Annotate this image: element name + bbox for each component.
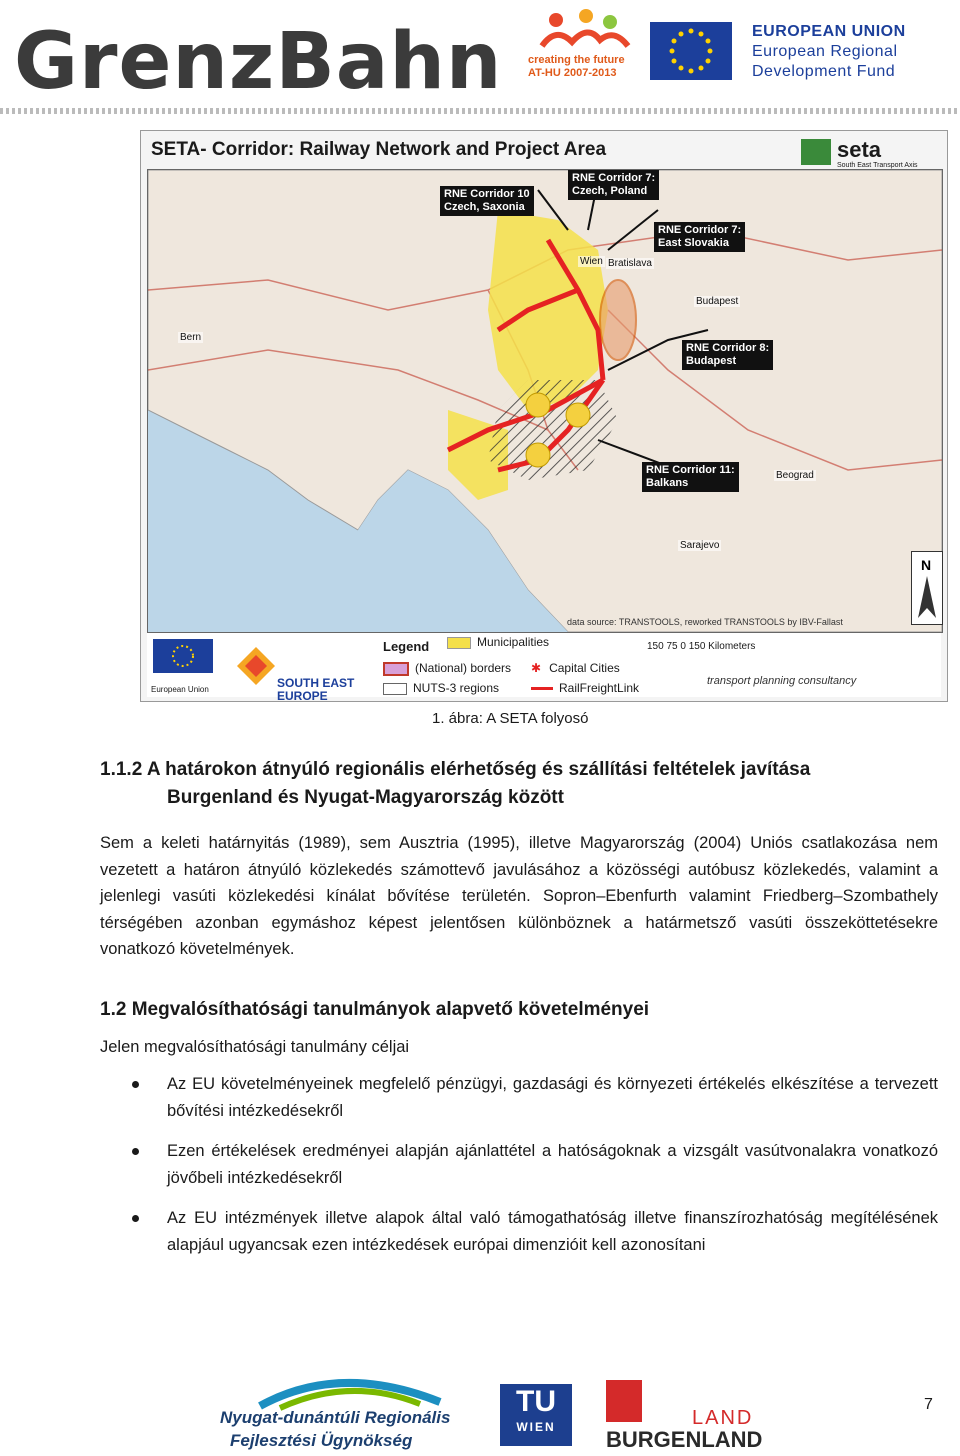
legend-municipalities	[447, 635, 549, 649]
scale-bar: 150 75 0 150 Kilometers	[647, 641, 756, 652]
legend-capitals: ✱ Capital Cities	[531, 661, 620, 675]
map-drawing	[148, 170, 942, 632]
header-divider	[0, 108, 960, 114]
bullet-2-icon	[132, 1148, 139, 1155]
legend-nuts3-label: NUTS-3 regions	[413, 681, 500, 695]
map-legend	[147, 557, 941, 703]
section-heading-1-1-2	[100, 756, 938, 812]
ctf-line2: AT-HU 2007-2013	[528, 67, 617, 79]
legend-borders-label: (National) borders	[415, 661, 512, 675]
burgenland-text: BURGENLAND	[606, 1427, 763, 1452]
bullet-1-icon	[132, 1081, 139, 1088]
tu-wien-logo	[500, 1384, 572, 1446]
city-sarajevo: Sarajevo	[680, 540, 720, 551]
bullet-3-icon	[132, 1215, 139, 1222]
city-bern: Bern	[180, 332, 202, 343]
data-source: data source: TRANSTOOLS, reworked TRANSTOOLS by IBV-Fallast	[567, 617, 843, 627]
bullet-3-text: Az EU intézmények illetve alapok által való támogathatóság illetve finanszírozhatóság megítélésének alapjául ugyancsak ezen intézkedések európai dimenzióit kell azonosítani	[167, 1209, 938, 1254]
label-rne7: RNE Corridor 7: Czech, Poland	[568, 170, 659, 200]
seta-map-figure	[140, 130, 948, 702]
label-rne8: RNE Corridor 8: Budapest	[682, 340, 773, 370]
page-header	[0, 0, 960, 128]
bullet-1-text: Az EU követelményeinek megfelelő pénzügyi, gazdasági és környezeti értékelés elkészítése a tervezett bővítési intézkedésekről	[167, 1075, 938, 1120]
section-heading-1-2: 1.2 Megvalósíthatósági tanulmányok alapvető követelményei	[100, 999, 650, 1020]
section-heading-line2: Burgenland és Nyugat-Magyarország között	[167, 787, 564, 808]
eu-logo-text: European Union	[151, 685, 209, 694]
agency-line2: Fejlesztési Ügynökség	[230, 1431, 413, 1450]
bullet-2-text: Ezen értékelések eredményei alapján ajánlattétel a hatóságoknak a vizsgált vasútvonalakra vonatkozó jövőbeli intézkedésekről	[167, 1142, 938, 1187]
north-arrow-icon	[911, 551, 943, 625]
burgenland-shield-icon	[606, 1380, 642, 1422]
label-rne7b: RNE Corridor 7: East Slovakia	[654, 222, 745, 252]
eu-line2: European Regional	[752, 43, 898, 60]
map-area	[147, 169, 943, 633]
eu-logo-icon	[153, 639, 213, 683]
city-wien: Wien	[580, 256, 603, 267]
figure-title: SETA- Corridor: Railway Network and Project Area	[151, 139, 607, 160]
eu-line3: Development Fund	[752, 63, 896, 80]
ctf-text	[528, 54, 625, 80]
grenzbahn-logo: GrenzBahn	[14, 17, 503, 107]
eu-line1: EUROPEAN UNION	[752, 23, 906, 40]
seta-logo-text: seta	[837, 137, 882, 162]
eu-flag-icon	[650, 22, 732, 80]
south-east-europe-logo-text: SOUTH EAST EUROPE	[277, 676, 355, 703]
section1-paragraph: Sem a keleti határnyitás (1989), sem Ausztria (1995), illetve Magyarország (2004) Uniós csatlakozása nem vezetett a határon átnyúló közlekedés számottevő javulásához a közösségi autóbusz közlekedés, valamint a jelenlegi vasúti közlekedési kínálat bővítése területén. Sopron–Ebenfurth valamint Friedberg–Szombathely térségében azonban egymáshoz képest jelentősen különböznek a határmetsző vasúti összeköttetésekre vonatkozó követelmények.	[100, 834, 938, 958]
legend-title: Legend	[383, 639, 430, 654]
legend-railfreight-label: RailFreightLink	[559, 681, 640, 695]
page-number: 7	[924, 1396, 933, 1413]
figure-caption: 1. ábra: A SETA folyosó	[432, 710, 589, 727]
north-letter: N	[921, 557, 932, 573]
legend-nuts3	[383, 681, 499, 695]
south-east-europe-logo-icon	[237, 647, 275, 685]
tu-wien-line1: TU	[516, 1385, 556, 1418]
seta-logo-subtext: South East Transport Axis	[837, 162, 918, 169]
ctf-line1: creating the future	[528, 54, 625, 66]
nyugat-dunantuli-text	[220, 1406, 450, 1452]
city-bratislava: Bratislava	[608, 258, 652, 269]
city-beograd: Beograd	[776, 470, 814, 481]
section-heading-line1: 1.1.2 A határokon átnyúló regionális elérhetőség és szállítási feltételek javítása	[100, 759, 811, 780]
legend-capitals-label: Capital Cities	[549, 661, 620, 675]
transport-planning-logo-text: transport planning consultancy	[707, 675, 857, 687]
agency-line1: Nyugat-dunántúli Regionális	[220, 1408, 451, 1427]
city-budapest: Budapest	[696, 296, 739, 307]
seta-logo	[801, 135, 941, 169]
legend-railfreight	[531, 681, 639, 695]
legend-borders	[383, 661, 511, 676]
label-rne10: RNE Corridor 10 Czech, Saxonia	[440, 186, 534, 216]
eu-text	[752, 22, 906, 82]
section2-intro: Jelen megvalósíthatósági tanulmány céljai	[100, 1038, 410, 1056]
label-rne11: RNE Corridor 11: Balkans	[642, 462, 739, 492]
land-text: LAND	[692, 1407, 754, 1429]
tu-wien-line2: WIEN	[516, 1420, 556, 1434]
legend-municipalities-label: Municipalities	[477, 635, 550, 649]
